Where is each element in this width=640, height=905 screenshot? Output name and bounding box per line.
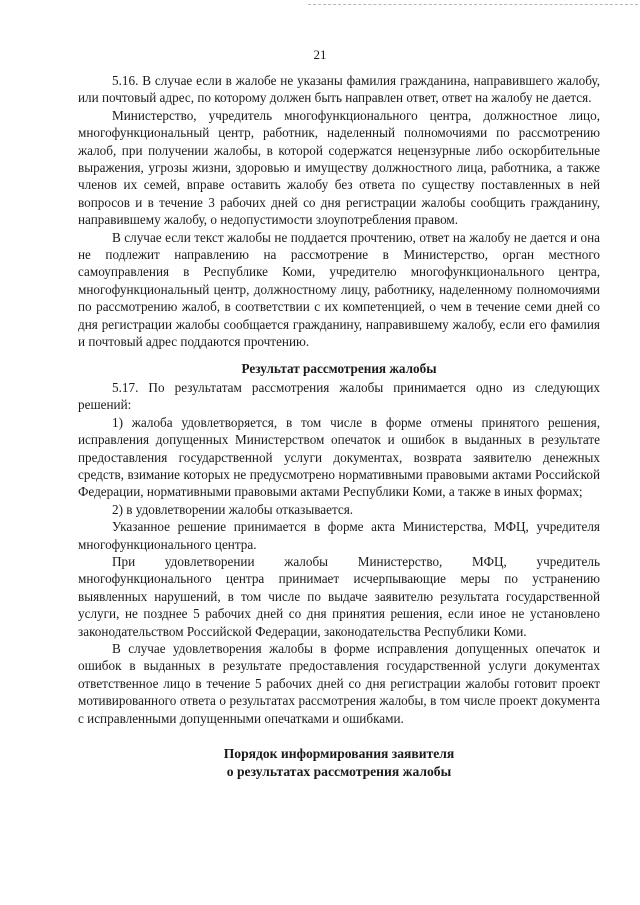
section-heading-result: Результат рассмотрения жалобы (241, 360, 437, 376)
document-body (78, 72, 600, 784)
paragraph-5-16: 5.16. В случае если в жалобе не указаны фамилия гражданина, направившего жалобу, или почтовый адрес, по которому должен быть направлен ответ, ответ на жалобу не дается. (78, 73, 600, 106)
paragraph-typo-correction: В случае удовлетворения жалобы в форме исправления допущенных опечаток и ошибок в выданных в результате предоставления государственной услуги документах ответственное лицо в течение 5 рабочих дней со дня регистрации жалобы готовит проект мотивированного ответа о результатах рассмотрения жалобы, в том числе проект документа с исправленными допущенными опечатками и ошибками. (78, 641, 600, 726)
section-heading-informing (78, 745, 600, 782)
paragraph-5-17: 5.17. По результатам рассмотрения жалобы принимается одно из следующих решений: (78, 379, 600, 413)
paragraph-satisfaction-measures: При удовлетворении жалобы Министерство, МФЦ, учредитель многофункционального центра принимает исчерпывающие меры по устранению выявленных нарушений, в том числе по выдаче заявителю результата государственной услуги, не позднее 5 рабочих дней со дня принятия решения, если иное не установлено законодательством Российской Федерации, законодательства Республики Коми. (78, 553, 600, 639)
scan-artifact-line (308, 4, 638, 9)
list-item-2: 2) в удовлетворении жалобы отказывается. (112, 501, 354, 517)
page-number: 21 (313, 47, 327, 62)
heading-line-2: о результатах рассмотрения жалобы (226, 764, 452, 780)
paragraph-decision-form: Указанное решение принимается в форме акта Министерства, МФЦ, учредителя многофункционального центра. (78, 519, 600, 552)
paragraph-unreadable-complaint: В случае если текст жалобы не поддается прочтению, ответ на жалобу не дается и она не подлежит направлению на рассмотрение в Министерство, орган местного самоуправления в Республике Коми, учредителю многофункционального центра, многофункциональный центр, должностному лицу, работнику, наделенному полномочиями по рассмотрению жалоб, в соответствии с их компетенцией, о чем в течение семи дней со дня регистрации жалобы сообщается гражданину, направившему жалобу, если его фамилия и почтовый адрес поддаются прочтению. (78, 229, 600, 350)
heading-line-1: Порядок информирования заявителя (223, 746, 455, 762)
paragraph-abusive-complaint: Министерство, учредитель многофункционального центра, должностное лицо, многофункциональный центр, работник, наделенный полномочиями по рассмотрению жалоб, при получении жалобы, в которой содержатся нецензурные либо оскорбительные выражения, угрозы жизни, здоровью и имуществу должностного лица, работника, а также членов их семей, вправе оставить жалобу без ответа по существу поставленных в ней вопросов и в течение 3 рабочих дней со дня регистрации жалобы сообщить гражданину, направившему жалобу, о недопустимости злоупотребления правом. (78, 107, 600, 228)
list-item-1: 1) жалоба удовлетворяется, в том числе в форме отмены принятого решения, исправления допущенных Министерством опечаток и ошибок в выданных в результате предоставления государственной услуги документах, возврата заявителю денежных средств, взимание которых не предусмотрено нормативными правовыми актами Российской Федерации, нормативными правовыми актами Республики Коми, а также в иных формах; (78, 414, 600, 500)
